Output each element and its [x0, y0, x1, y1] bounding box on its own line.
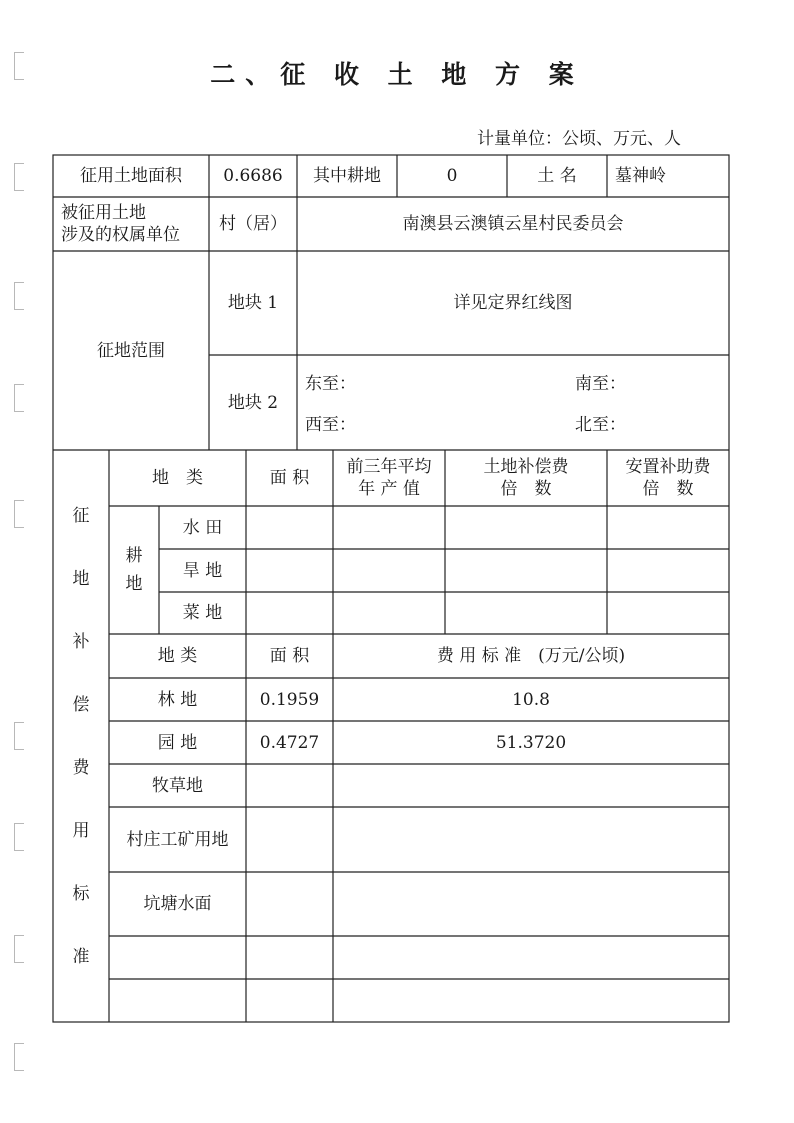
row-pond-area — [246, 872, 333, 936]
farmland-group-char: 地 — [125, 574, 143, 594]
row-pond-standard — [333, 872, 729, 936]
binder-mark — [14, 282, 24, 310]
row-pasture-type: 牧草地 — [152, 775, 203, 796]
unit-line: 计量单位：公顷、万元、人 — [477, 129, 681, 149]
header2-standard: 费 用 标 准 (万元/公顷) — [436, 646, 626, 666]
binder-mark — [14, 722, 24, 750]
header2-land-type: 地 类 — [157, 646, 198, 666]
row-village-mining-type: 村庄工矿用地 — [126, 829, 229, 850]
farmland-group-char: 耕 — [125, 546, 143, 566]
west-label: 西至： — [305, 415, 356, 435]
header-resettle — [607, 450, 729, 506]
side-char: 补 — [72, 631, 90, 652]
row-garden-area: 0.4727 — [259, 732, 320, 753]
header-land-comp-line2: 倍 数 — [500, 479, 552, 499]
side-char: 标 — [72, 883, 90, 904]
compensation-side-label — [53, 450, 109, 1022]
header-land-comp — [445, 450, 607, 506]
page-title: 二、征 收 土 地 方 案 — [210, 60, 584, 89]
row-pond-type: 坑塘水面 — [143, 894, 212, 914]
row-village-mining-area — [246, 807, 333, 872]
south-label: 南至： — [575, 374, 626, 394]
header-resettle-line2: 倍 数 — [642, 479, 694, 499]
farmland-label: 其中耕地 — [313, 166, 381, 186]
scope-label: 征地范围 — [97, 340, 165, 361]
row-forest-area: 0.1959 — [259, 689, 320, 710]
binder-mark — [14, 500, 24, 528]
header-resettle-line1: 安置补助费 — [625, 457, 711, 477]
north-label: 北至： — [575, 415, 626, 435]
row-empty-area — [246, 936, 333, 979]
binder-mark — [14, 384, 24, 412]
farmland-group-label — [109, 506, 159, 634]
farmland-row-vegetable: 菜 地 — [182, 603, 223, 623]
owner-value: 南澳县云澳镇云星村民委员会 — [402, 214, 624, 234]
village-label: 村（居） — [219, 214, 287, 234]
row-empty-type — [109, 936, 246, 979]
side-char: 用 — [72, 820, 90, 841]
header-land-type: 地 类 — [152, 468, 203, 488]
side-char: 偿 — [72, 694, 90, 715]
row-pasture-standard — [333, 764, 729, 807]
binder-mark — [14, 935, 24, 963]
binder-mark — [14, 823, 24, 851]
side-char: 费 — [72, 757, 90, 778]
block1-value: 详见定界红线图 — [453, 293, 573, 313]
owner-label — [53, 197, 209, 251]
block2-label: 地块 2 — [227, 392, 279, 413]
row-garden-standard: 51.3720 — [495, 732, 567, 753]
binder-mark — [14, 163, 24, 191]
row-village-mining-standard — [333, 807, 729, 872]
row-empty-standard — [333, 936, 729, 979]
row-garden-type: 园 地 — [157, 732, 198, 753]
farmland-row-dry: 旱 地 — [182, 560, 223, 581]
header2-area: 面 积 — [269, 646, 310, 666]
owner-label-line2: 涉及的权属单位 — [61, 225, 180, 245]
side-char: 准 — [72, 946, 90, 967]
soil-label: 土 名 — [537, 166, 577, 186]
row-forest-standard: 10.8 — [512, 689, 550, 710]
block1-label: 地块 1 — [227, 293, 279, 313]
area-label: 征用土地面积 — [80, 166, 182, 186]
binder-mark — [14, 1043, 24, 1071]
header-output — [333, 450, 445, 506]
row-forest-type: 林 地 — [157, 689, 198, 710]
header-output-line1: 前三年平均 — [346, 457, 432, 477]
farmland-value: 0 — [446, 166, 458, 186]
header-output-line2: 年 产 值 — [358, 479, 420, 499]
east-label: 东至： — [305, 374, 356, 394]
row-empty-standard — [333, 979, 729, 1022]
header-area: 面 积 — [269, 468, 310, 488]
row-empty-type — [109, 979, 246, 1022]
header-land-comp-line1: 土地补偿费 — [483, 457, 569, 477]
soil-value: 墓神岭 — [615, 166, 666, 186]
owner-label-line1: 被征用土地 — [61, 203, 146, 223]
area-value: 0.6686 — [223, 166, 283, 186]
side-char: 地 — [72, 568, 90, 589]
farmland-row-paddy: 水 田 — [182, 517, 223, 538]
row-empty-area — [246, 979, 333, 1022]
side-char: 征 — [72, 505, 90, 526]
row-pasture-area — [246, 764, 333, 807]
